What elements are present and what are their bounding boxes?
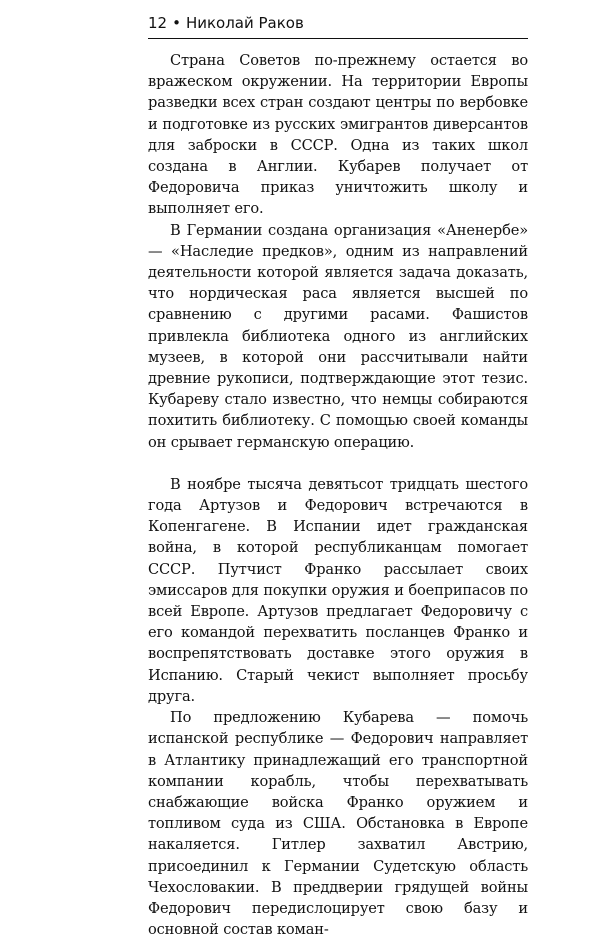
page-number: 12	[148, 14, 168, 32]
paragraph: В Германии создана организация «Аненербе» — «Наследие предков», одним из направлений деятельности которой является задача доказать, что нордическая раса является высшей по сравнению с другими расами. Фашистов привлекла библиотека одного из английских музеев, в которой они рассчитывали найти древние рукописи, подтверждающие этот тезис. Кубареву стало известно, что немцы собираются похитить библиотеку. С помощью своей команды он срывает германскую операцию.	[148, 221, 528, 451]
paragraph: В ноябре тысяча девятьсот тридцать шестого года Артузов и Федорович встречаются в Копенгагене. В Испании идет гражданская война, в которой республиканцам помогает СССР. Путчист Франко рассылает своих эмиссаров для покупки оружия и боеприпасов по всей Европе. Артузов предлагает Федоровичу с его командой перехватить посланцев Франко и воспрепятствовать доставке этого оружия в Испанию. Старый чекист выполняет просьбу друга.	[148, 475, 528, 705]
author-name: Николай Раков	[185, 14, 304, 32]
body-text	[148, 50, 528, 940]
paragraph: Страна Советов по-прежнему остается во вражеском окружении. На территории Европы разведки всех стран создают центры по вербовке и подготовке из русских эмигрантов диверсантов для заброски в СССР. Одна из таких школ создана в Англии. Кубарев получает от Федоровича приказ уничтожить школу и выполняет его.	[148, 52, 528, 218]
header-separator: •	[172, 14, 181, 32]
paragraph: По предложению Кубарева — помочь испанской республике — Федорович направляет в Атлантику принадлежащий его транспортной компании корабль, чтобы перехватывать снабжающие войска Франко оружием и топливом суда из США. Обстановка в Европе накаляется. Гитлер захватил Австрию, присоединил к Германии Судетскую область Чехословакии. В преддверии грядущей войны Федорович передислоцирует свою базу и основной состав коман-	[148, 709, 528, 939]
running-header	[148, 14, 528, 39]
